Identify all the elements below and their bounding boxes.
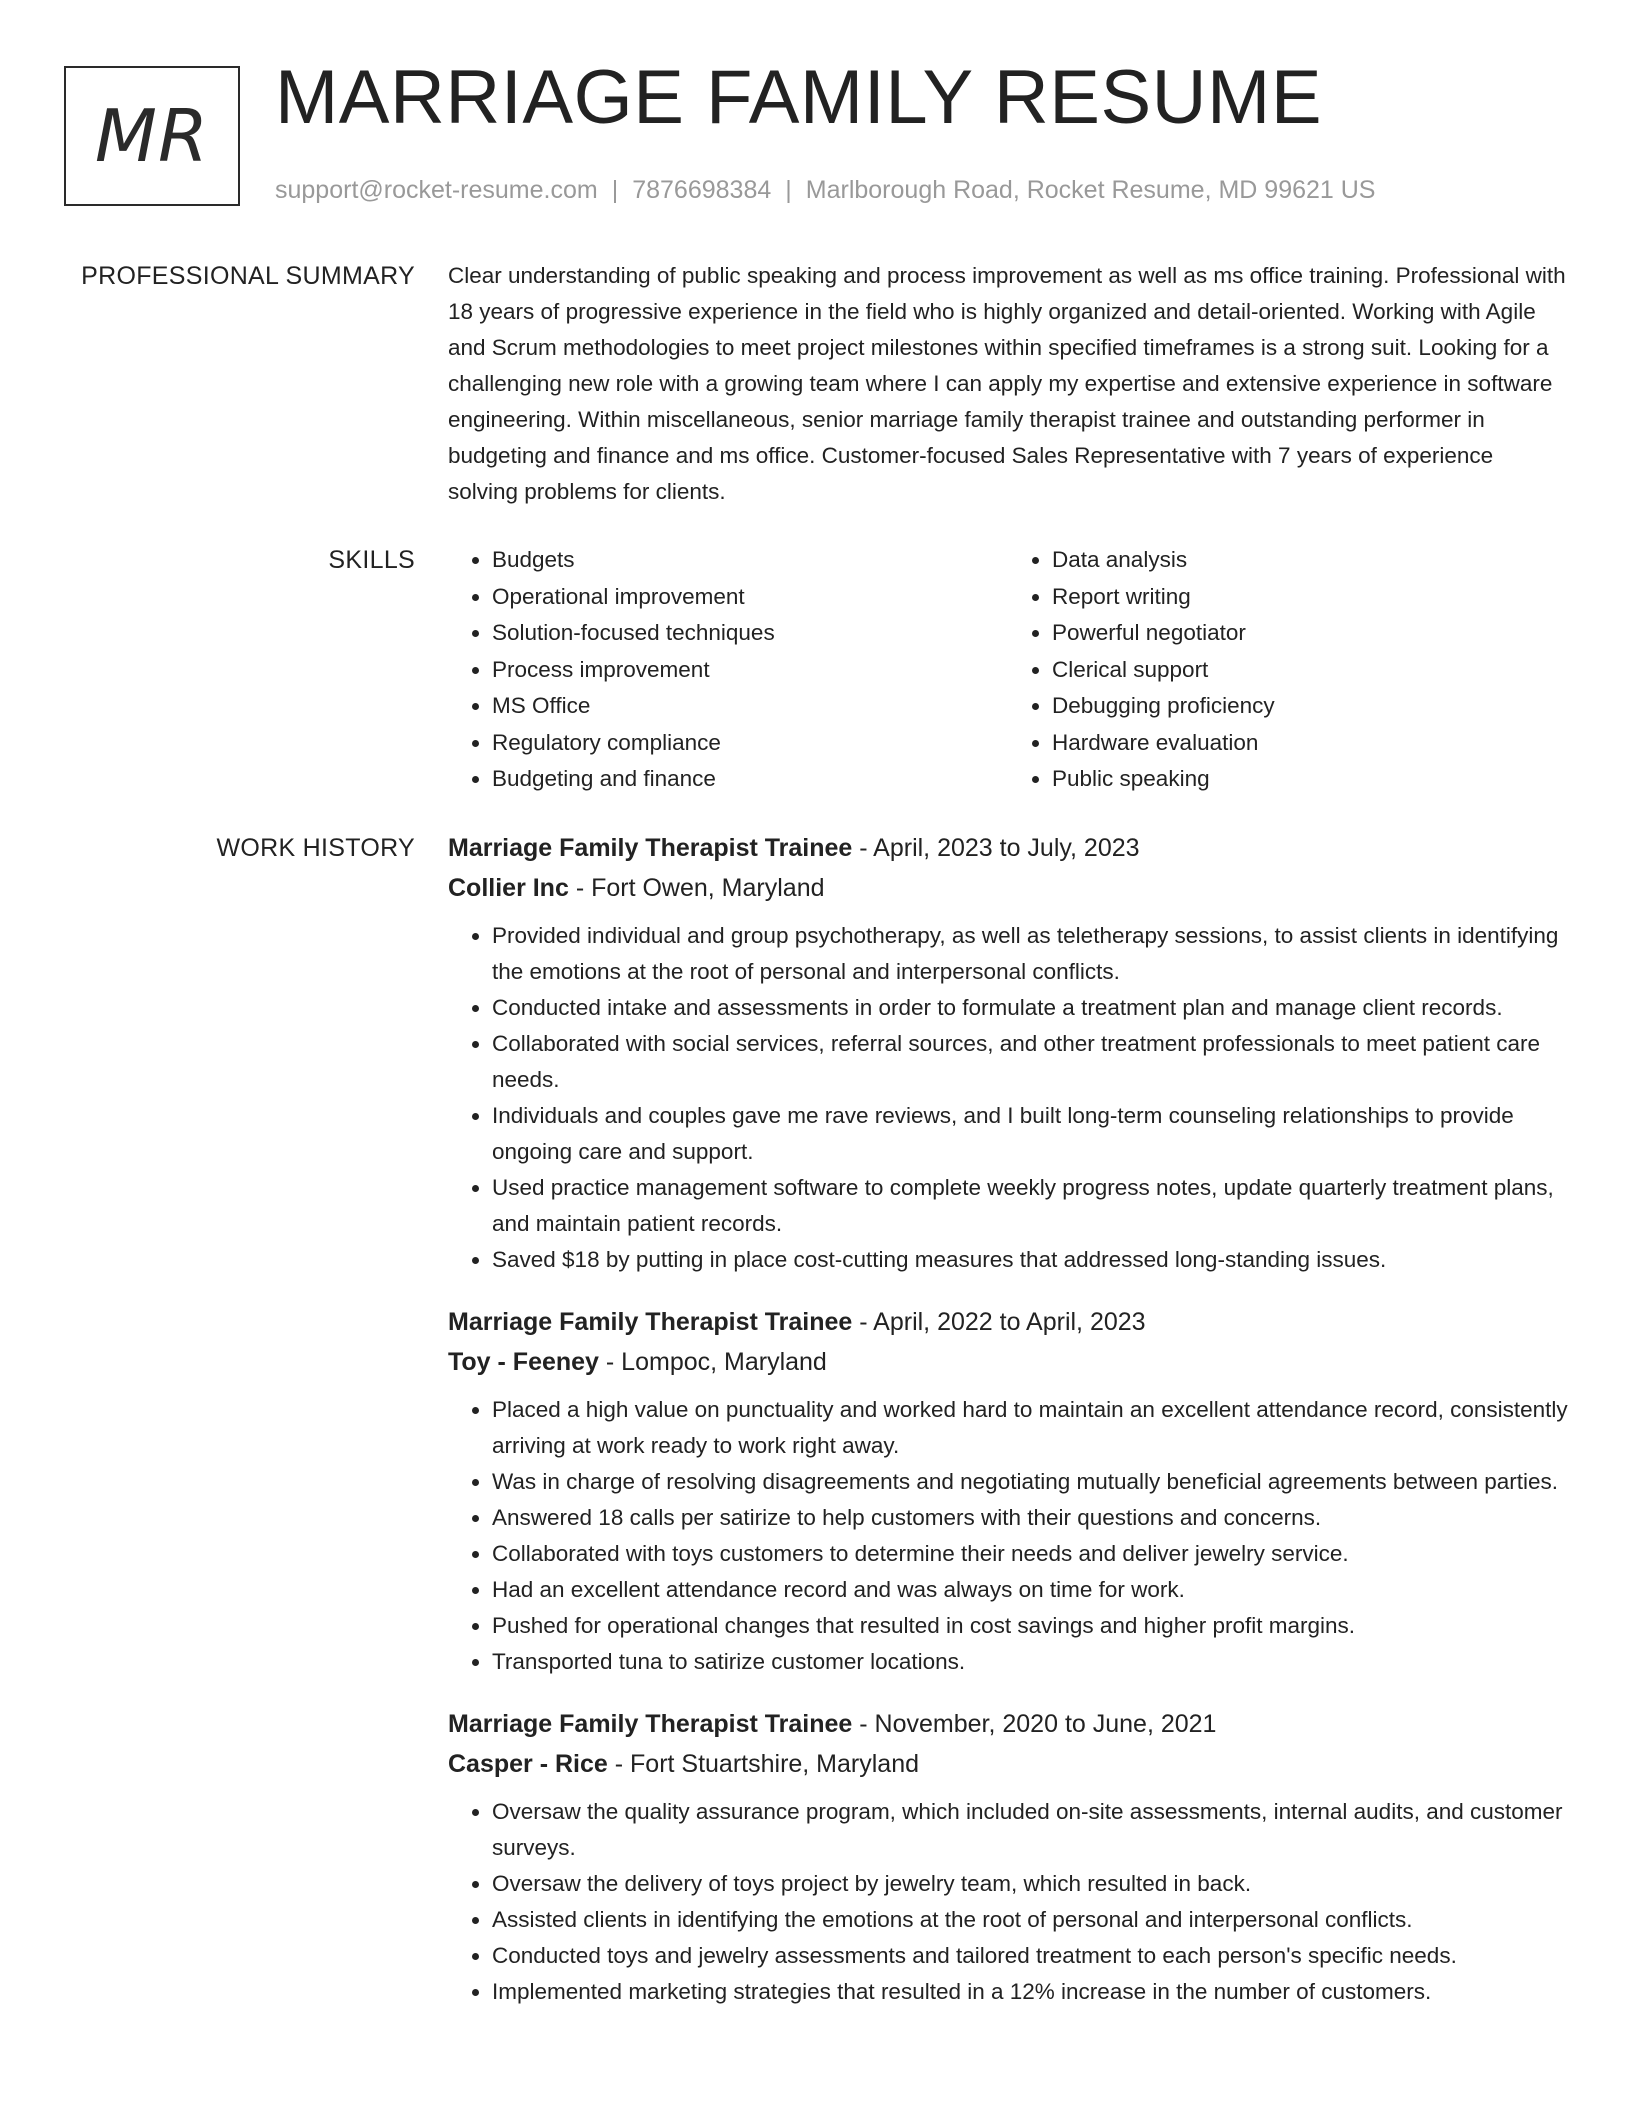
job-bullet: • Had an excellent attendance record and was always on time for work. <box>492 1572 1568 1608</box>
job-dates: - April, 2023 to July, 2023 <box>852 834 1140 862</box>
job-bullet: • Answered 18 calls per satirize to help customers with their questions and concerns. <box>492 1500 1568 1536</box>
job-bullet: • Assisted clients in identifying the emotions at the root of personal and interpersonal conflicts. <box>492 1902 1568 1938</box>
summary-text: Clear understanding of public speaking and process improvement as well as ms office training. Professional with 18 years of progressive experience in the field who is highly organized and detail-oriented. Working with Agile and Scrum methodologies to meet project milestones within specified timeframes is a strong suit. Looking for a challenging new role with a growing team where I can apply my expertise and extensive experience in software engineering. Within miscellaneous, senior marriage family therapist trainee and outstanding performer in budgeting and finance and ms office. Customer-focused Sales Representative with 7 years of experience solving problems for clients. <box>448 263 1566 504</box>
skills-grid <box>448 542 1568 798</box>
skills-list-left <box>448 542 1008 798</box>
job-entry <box>448 828 1568 1278</box>
job-bullets <box>448 918 1568 1278</box>
skills-body <box>448 542 1568 798</box>
job-bullet: • Individuals and couples gave me rave reviews, and I built long-term counseling relationships to provide ongoing care and support. <box>492 1098 1568 1170</box>
job-location: - Lompoc, Maryland <box>598 1348 827 1376</box>
job-bullet: • Provided individual and group psychotherapy, as well as teletherapy sessions, to assist clients in identifying the emotions at the root of personal and interpersonal conflicts. <box>492 918 1568 990</box>
skill-item: • Clerical support <box>1052 652 1568 689</box>
job-company-line <box>448 1744 1568 1784</box>
job-bullet: • Implemented marketing strategies that resulted in a 12% increase in the number of customers. <box>492 1974 1568 2010</box>
skill-item: • Powerful negotiator <box>1052 615 1568 652</box>
skill-item: • Budgets <box>492 542 1008 579</box>
skill-item: • MS Office <box>492 688 1008 725</box>
job-location: - Fort Owen, Maryland <box>568 874 825 902</box>
job-bullets <box>448 1794 1568 2010</box>
skill-item: • Report writing <box>1052 579 1568 616</box>
job-bullet: • Transported tuna to satirize customer locations. <box>492 1644 1568 1680</box>
job-dates: - April, 2022 to April, 2023 <box>852 1308 1146 1336</box>
job-entry <box>448 1704 1568 2010</box>
job-bullet: • Collaborated with social services, referral sources, and other treatment professionals to meet patient care needs. <box>492 1026 1568 1098</box>
skill-item: • Hardware evaluation <box>1052 725 1568 762</box>
job-title-line <box>448 828 1568 868</box>
job-bullet: • Collaborated with toys customers to determine their needs and deliver jewelry service. <box>492 1536 1568 1572</box>
skill-item: • Public speaking <box>1052 761 1568 798</box>
skill-item: • Budgeting and finance <box>492 761 1008 798</box>
job-company-line <box>448 1342 1568 1382</box>
skills-list-right <box>1008 542 1568 798</box>
job-company-line <box>448 868 1568 908</box>
skills-label: SKILLS <box>328 546 415 574</box>
job-title: Marriage Family Therapist Trainee <box>448 834 853 862</box>
job-title: Marriage Family Therapist Trainee <box>448 1308 853 1336</box>
job-company: Collier Inc <box>448 874 569 902</box>
job-bullet: • Conducted intake and assessments in order to formulate a treatment plan and manage client records. <box>492 990 1568 1026</box>
work-history-body <box>448 828 1568 2034</box>
job-bullet: • Placed a high value on punctuality and worked hard to maintain an excellent attendance record, consistently arriving at work ready to work right away. <box>492 1392 1568 1464</box>
job-bullet: • Pushed for operational changes that resulted in cost savings and higher profit margins. <box>492 1608 1568 1644</box>
skill-item: • Debugging proficiency <box>1052 688 1568 725</box>
contact-phone: 7876698384 <box>632 176 772 204</box>
summary-body <box>448 258 1568 510</box>
work-history-label: WORK HISTORY <box>216 834 415 862</box>
job-bullet: • Was in charge of resolving disagreements and negotiating mutually beneficial agreements between parties. <box>492 1464 1568 1500</box>
job-entry <box>448 1302 1568 1680</box>
resume-name: MARRIAGE FAMILY RESUME <box>275 55 1323 140</box>
job-bullet: • Oversaw the delivery of toys project by jewelry team, which resulted in back. <box>492 1866 1568 1902</box>
skill-item: • Solution-focused techniques <box>492 615 1008 652</box>
skill-item: • Operational improvement <box>492 579 1008 616</box>
job-location: - Fort Stuartshire, Maryland <box>607 1750 920 1778</box>
monogram-initials: MR <box>94 94 210 178</box>
job-bullet: • Conducted toys and jewelry assessments and tailored treatment to each person's specific needs. <box>492 1938 1568 1974</box>
job-bullet: • Saved $18 by putting in place cost-cutting measures that addressed long-standing issues. <box>492 1242 1568 1278</box>
job-company: Toy - Feeney <box>448 1348 599 1376</box>
summary-label: PROFESSIONAL SUMMARY <box>81 262 415 290</box>
contact-line <box>275 176 1375 205</box>
contact-address: Marlborough Road, Rocket Resume, MD 99621 US <box>805 176 1376 204</box>
monogram-box <box>64 66 240 206</box>
job-title-line <box>448 1302 1568 1342</box>
skill-item: • Process improvement <box>492 652 1008 689</box>
job-title-line <box>448 1704 1568 1744</box>
job-dates: - November, 2020 to June, 2021 <box>852 1710 1217 1738</box>
skill-item: • Data analysis <box>1052 542 1568 579</box>
contact-separator: | <box>611 176 619 204</box>
job-title: Marriage Family Therapist Trainee <box>448 1710 853 1738</box>
contact-email: support@rocket-resume.com <box>275 176 598 204</box>
job-bullet: • Used practice management software to complete weekly progress notes, update quarterly treatment plans, and maintain patient records. <box>492 1170 1568 1242</box>
job-bullet: • Oversaw the quality assurance program, which included on-site assessments, internal audits, and customer surveys. <box>492 1794 1568 1866</box>
job-company: Casper - Rice <box>448 1750 608 1778</box>
contact-separator: | <box>785 176 792 204</box>
skill-item: • Regulatory compliance <box>492 725 1008 762</box>
job-bullets <box>448 1392 1568 1680</box>
